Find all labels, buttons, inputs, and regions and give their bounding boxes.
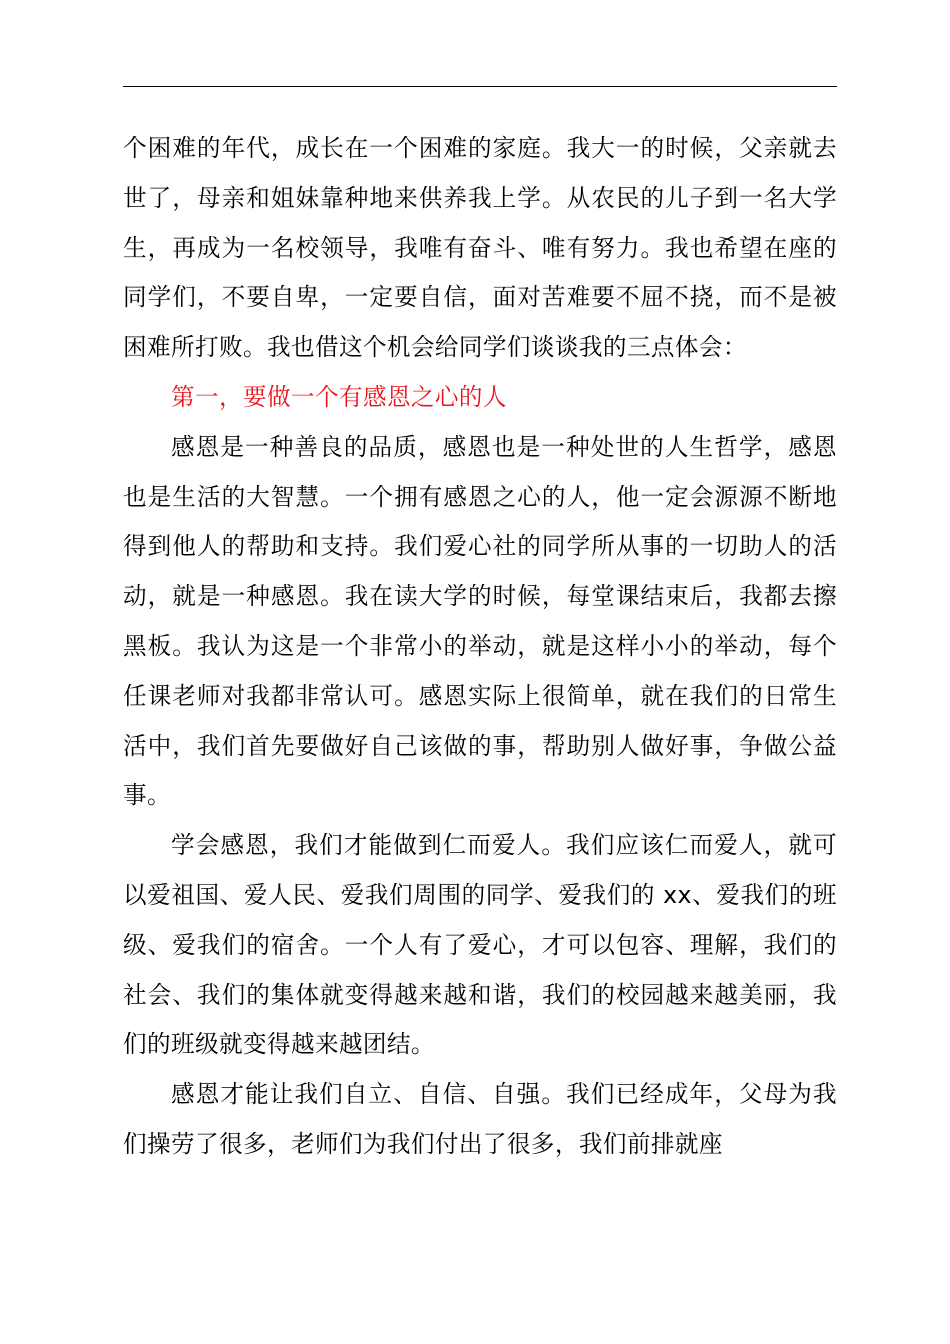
- header-rule: [123, 86, 837, 87]
- paragraph-self-reliance: 感恩才能让我们自立、自信、自强。我们已经成年，父母为我们操劳了很多，老师们为我们付出了很多，我们前排就座: [123, 1080, 837, 1158]
- section-heading-first: 第一，要做一个有感恩之心的人: [171, 382, 507, 411]
- paragraph-gratitude: 感恩是一种善良的品质，感恩也是一种处世的人生哲学，感恩也是生活的大智慧。一个拥有感恩之心的人，他一定会源源不断地得到他人的帮助和支持。我们爱心社的同学所从事的一切助人的活动，就是一种感恩。我在读大学的时候，每堂课结束后，我都去擦黑板。我认为这是一个非常小的举动，就是这样小小的举动，每个任课老师对我都非常认可。感恩实际上很简单，就在我们的日常生活中，我们首先要做好自己该做的事，帮助别人做好事，争做公益事。: [123, 432, 837, 810]
- paragraph-1: 个困难的年代，成长在一个困难的家庭。我大一的时候，父亲就去世了，母亲和姐妹靠种地来供养我上学。从农民的儿子到一名大学生，再成为一名校领导，我唯有奋斗、唯有努力。我也希望在座的同学们，不要自卑，一定要自信，面对苦难要不屈不挠，而不是被困难所打败。我也借这个机会给同学们谈谈我的三点体会：: [123, 134, 837, 362]
- document-body: [123, 124, 837, 1170]
- paragraph-love-others: 学会感恩，我们才能做到仁而爱人。我们应该仁而爱人，就可以爱祖国、爱人民、爱我们周围的同学、爱我们的 xx、爱我们的班级、爱我们的宿舍。一个人有了爱心，才可以包容、理解，我们的社会、我们的集体就变得越来越和谐，我们的校园越来越美丽，我们的班级就变得越来越团结。: [123, 831, 837, 1059]
